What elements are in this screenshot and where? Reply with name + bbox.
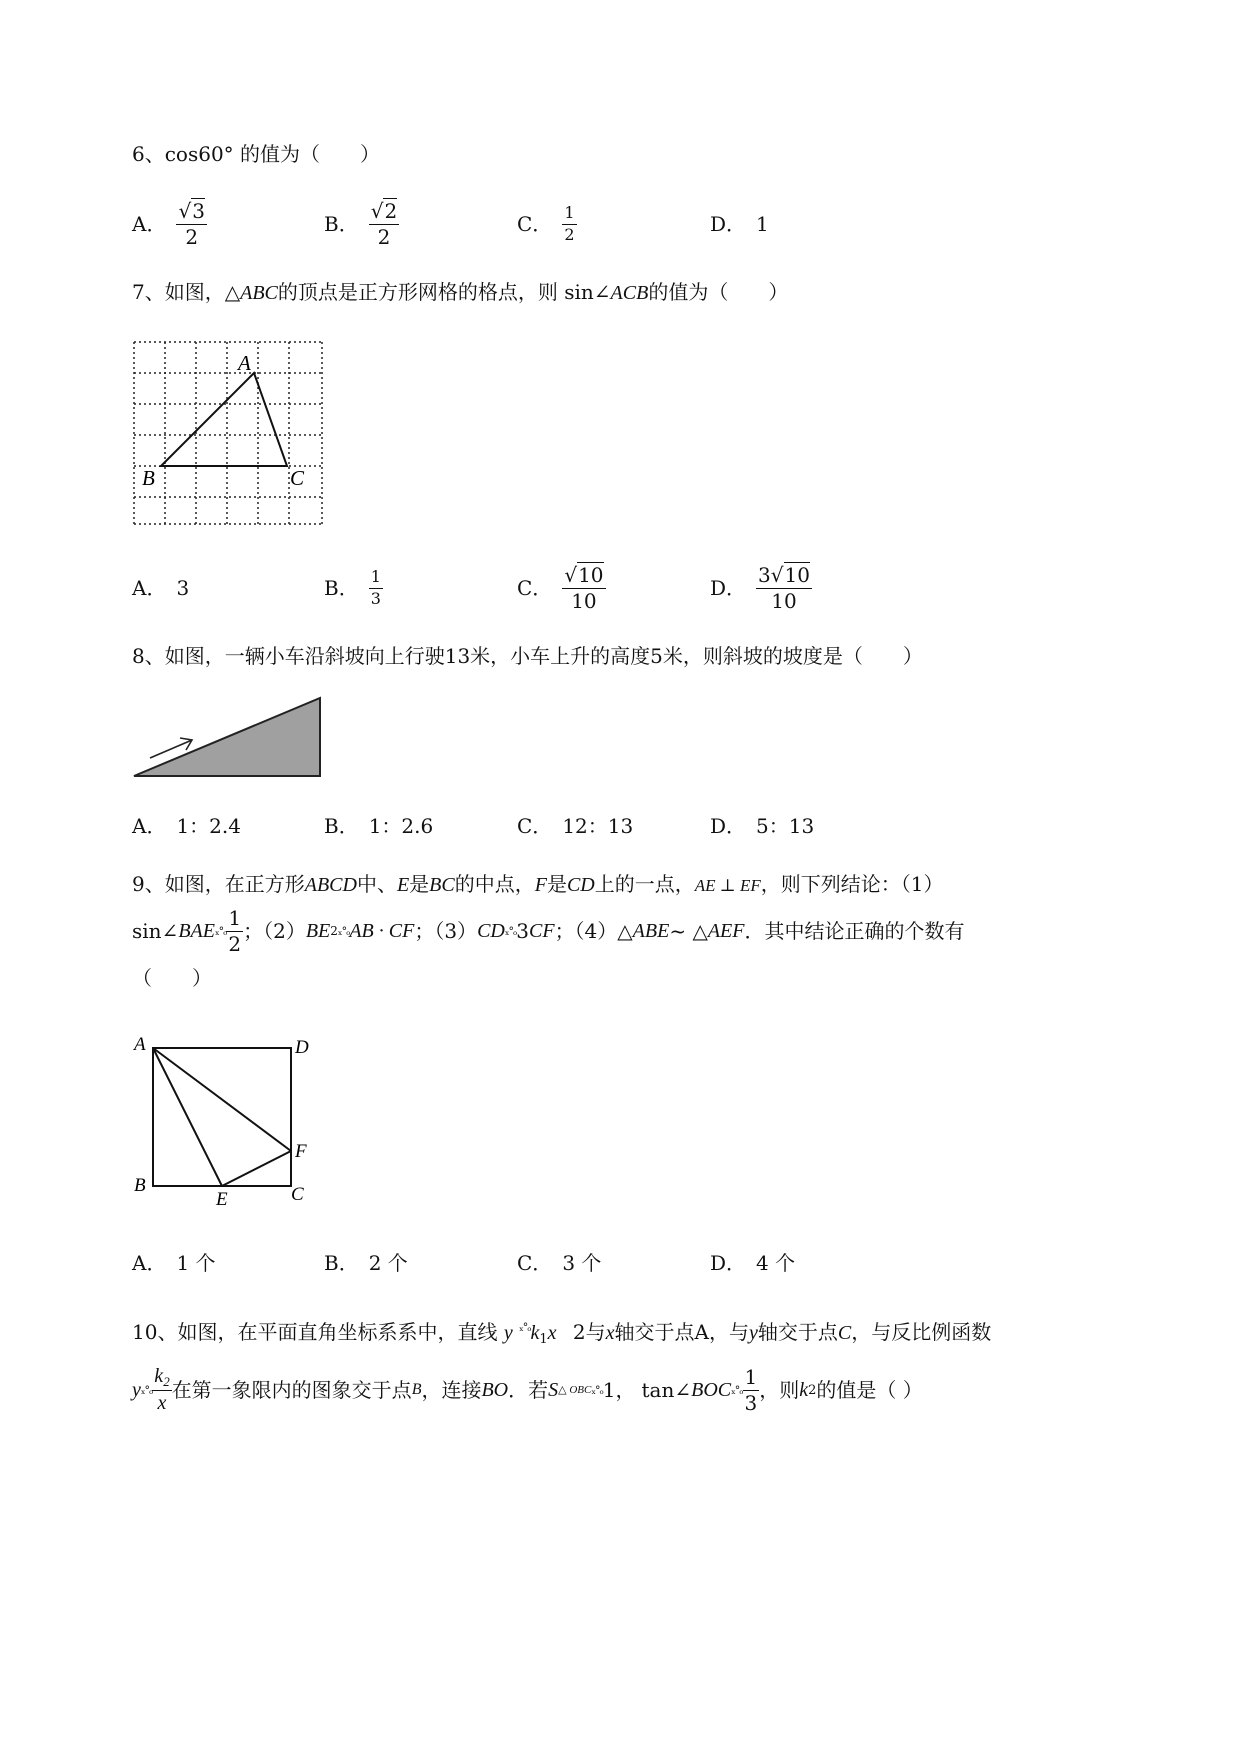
fraction — [226, 905, 243, 956]
subscript: 2 — [808, 1382, 817, 1398]
segment-cd: CD — [477, 920, 505, 942]
subscript: 1 — [539, 1332, 548, 1347]
stem-text: ；（4）△ — [554, 919, 633, 943]
product-ab-cf: AB · CF — [349, 920, 415, 942]
option-letter: C． — [517, 1251, 553, 1275]
option-letter: B． — [324, 814, 359, 838]
label-a: A — [134, 1034, 146, 1055]
var-y: y — [503, 1322, 513, 1344]
option-letter: B． — [324, 212, 359, 236]
similar-symbol: ~ △ — [669, 919, 708, 943]
stem-text: 的中点， — [454, 872, 535, 896]
stem-text: 与 — [585, 1320, 606, 1344]
constant: 2 — [572, 1320, 586, 1344]
option-letter: B． — [324, 1251, 359, 1275]
segment-be: BE — [305, 920, 331, 942]
dotted-grid — [134, 342, 322, 524]
equals-glyph: ₓ°ₒ — [731, 1383, 743, 1397]
numerator: 1 — [228, 905, 242, 930]
label-f: F — [295, 1141, 307, 1162]
stem-text: 是 — [546, 872, 567, 896]
fraction — [743, 1364, 760, 1415]
segment-cf: CF — [529, 920, 555, 942]
stem-text: ．若 — [508, 1378, 549, 1402]
point-e: E — [396, 874, 410, 896]
exponent: 2 — [330, 924, 338, 938]
subscript: △ OBC — [558, 1383, 592, 1396]
area-value: 1 — [602, 1378, 616, 1402]
numerator: 1 — [744, 1364, 758, 1389]
q9-option-b[interactable] — [324, 1253, 408, 1273]
var-x: x — [547, 1322, 557, 1344]
label-b: B — [134, 1175, 146, 1196]
stem-text: 7、如图，△ — [132, 280, 241, 304]
perpendicular-condition: AE ⊥ EF — [694, 876, 761, 895]
equals-glyph: ₓ°ₒ — [519, 1321, 531, 1334]
denominator: 2 — [185, 224, 199, 249]
label-b: B — [142, 466, 155, 490]
denominator: 2 — [564, 224, 575, 244]
var-k: k — [154, 1364, 164, 1387]
option-letter: D． — [710, 814, 747, 838]
segment-af — [153, 1048, 291, 1151]
angle-boc: BOC — [691, 1379, 732, 1401]
label-a: A — [238, 351, 251, 375]
option-letter: A． — [132, 576, 167, 600]
fraction — [152, 1366, 171, 1415]
stem-text: ，与反比例函数 — [851, 1320, 992, 1344]
square-name: ABCD — [304, 874, 357, 896]
denominator: 10 — [571, 588, 597, 613]
fraction — [369, 566, 383, 608]
q9-option-d[interactable] — [710, 1253, 795, 1273]
label-c: C — [290, 466, 305, 490]
q8-option-c[interactable] — [517, 816, 633, 836]
q7-option-d[interactable] — [710, 562, 812, 614]
option-value: 1：2.6 — [368, 814, 434, 838]
stem-text: 轴交于点A，与 — [614, 1320, 749, 1344]
q8-stem: 8、如图，一辆小车沿斜坡向上行驶13米，小车上升的高度5米，则斜坡的坡度是（ ） — [132, 644, 923, 668]
option-value: 1：2.4 — [176, 814, 241, 838]
option-value: 1 个 — [176, 1251, 216, 1275]
denominator: 2 — [377, 224, 391, 249]
triangle-abe: ABE — [632, 920, 670, 942]
triangle-abc — [161, 373, 287, 466]
stem-text: 轴交于点 — [757, 1320, 838, 1344]
tan-text: tan∠ — [641, 1378, 692, 1402]
point-f: F — [534, 874, 547, 896]
stem-text: 在第一象限内的图象交于点 — [171, 1378, 412, 1402]
q7-option-c[interactable] — [517, 562, 606, 614]
var-y: y — [132, 1379, 141, 1401]
stem-text: ．其中结论正确的个数有 — [744, 919, 965, 943]
denominator: 10 — [771, 588, 797, 613]
radicand: 10 — [578, 562, 604, 587]
label-d: D — [295, 1037, 309, 1058]
option-letter: D． — [710, 576, 747, 600]
label-c: C — [291, 1184, 304, 1205]
equals-glyph: ₓ°ₒ — [504, 924, 517, 938]
segment-bc: BC — [429, 874, 455, 896]
subscript: 2 — [163, 1373, 170, 1389]
fraction: $\frac{√3}{2}$ — [178, 198, 205, 249]
option-value: 1 — [756, 212, 769, 236]
segment-ef — [222, 1151, 291, 1186]
sin-text: sin∠ — [132, 919, 179, 943]
segment-bo: BO — [481, 1379, 509, 1401]
stem-text: 10、如图，在平面直角坐标系系中，直线 — [132, 1320, 498, 1344]
option-letter: A． — [132, 1251, 167, 1275]
axis-x: x — [605, 1322, 615, 1344]
q6-option-c[interactable] — [517, 198, 577, 250]
area-symbol: S — [548, 1379, 559, 1401]
radicand: 2 — [384, 198, 398, 223]
numerator: 1 — [369, 569, 383, 589]
q6-option-d[interactable] — [710, 198, 769, 250]
triangle-aef: AEF — [707, 920, 745, 942]
q9-stem-line-2 — [132, 906, 964, 956]
q8-option-a[interactable] — [132, 816, 241, 836]
q9-option-c[interactable] — [517, 1253, 601, 1273]
point-c: C — [837, 1322, 852, 1344]
radicand: 3 — [192, 198, 205, 223]
stem-text: 的值是（ ） — [816, 1378, 923, 1402]
denominator: 3 — [744, 1390, 758, 1415]
q7-option-a[interactable] — [132, 562, 189, 614]
q7-option-b[interactable] — [324, 562, 383, 614]
point-b: B — [411, 1381, 422, 1398]
angle-name: ACB — [610, 282, 649, 304]
option-value: 3 — [176, 576, 190, 600]
q6-option-a[interactable] — [132, 198, 207, 250]
numerator: 1 — [562, 205, 576, 225]
q10-stem-line-2 — [132, 1364, 923, 1416]
stem-text: ，则下列结论：（1） — [760, 872, 944, 896]
stem-text: ， — [615, 1378, 636, 1402]
coefficient: 3 — [758, 562, 771, 587]
stem-text: 上的一点， — [594, 872, 695, 896]
option-letter: A． — [132, 212, 167, 236]
q6-option-b[interactable] — [324, 198, 399, 250]
option-value: 12：13 — [562, 814, 634, 838]
q8-slope-figure — [128, 690, 328, 782]
fraction: $\frac{√2}{2}$ — [370, 198, 398, 249]
label-e: E — [216, 1189, 228, 1210]
option-letter: C． — [517, 212, 553, 236]
segment-ae — [153, 1048, 222, 1186]
var-x: x — [157, 1392, 167, 1415]
option-letter: B． — [324, 576, 359, 600]
option-value: 5：13 — [756, 814, 815, 838]
equals-glyph: ₓ°ₒ — [214, 924, 227, 938]
stem-text: 的顶点是正方形网格的格点，则 sin∠ — [277, 280, 611, 304]
equals-glyph: ₓ°ₒ — [337, 924, 350, 938]
option-value: 4 个 — [756, 1251, 796, 1275]
q7-grid-figure — [128, 336, 328, 530]
stem-text: ；（2） — [243, 919, 306, 943]
option-letter: A． — [132, 814, 167, 838]
var-k: k — [799, 1379, 809, 1401]
stem-text: 是 — [409, 872, 430, 896]
fraction — [562, 202, 576, 244]
stem-text: ，连接 — [421, 1378, 482, 1402]
option-letter: D． — [710, 1251, 747, 1275]
segment-cd: CD — [566, 874, 595, 896]
radicand: 10 — [784, 562, 810, 587]
stem-text: ，则 — [759, 1378, 800, 1402]
q9-option-a[interactable] — [132, 1253, 216, 1273]
denominator: 2 — [228, 931, 242, 956]
denominator: 3 — [370, 588, 381, 608]
stem-text: ；（3） — [414, 919, 478, 943]
var-k: k — [530, 1322, 540, 1344]
coefficient: 3 — [516, 919, 529, 943]
q9-stem-line-1 — [132, 874, 944, 895]
q10-stem-line-1 — [132, 1322, 991, 1346]
equals-glyph: ₓ°ₒ — [140, 1383, 153, 1397]
fraction: $\frac{3√10}{10}$ — [758, 562, 810, 613]
q9-square-figure — [128, 1030, 328, 1210]
triangle-name: ABC — [240, 282, 278, 304]
option-letter: C． — [517, 814, 553, 838]
q8-option-b[interactable] — [324, 816, 433, 836]
option-value: 3 个 — [562, 1251, 602, 1275]
option-letter: D． — [710, 212, 747, 236]
slope-triangle — [134, 698, 320, 776]
option-letter: C． — [517, 576, 553, 600]
stem-text: 的值为（ ） — [648, 280, 789, 304]
q7-stem — [132, 282, 788, 303]
stem-text: 9、如图，在正方形 — [132, 872, 305, 896]
fraction: $\frac{√10}{10}$ — [564, 562, 604, 613]
q6-stem: 6、cos60° 的值为（ ） — [132, 142, 381, 166]
q9-stem-line-3: （ ） — [132, 966, 212, 990]
angle-bae: BAE — [178, 920, 215, 942]
equals-glyph: ₓ°ₒ — [591, 1383, 603, 1397]
axis-y: y — [748, 1322, 758, 1344]
q8-option-d[interactable] — [710, 816, 814, 836]
square-abcd — [153, 1048, 291, 1186]
option-value: 2 个 — [368, 1251, 408, 1275]
stem-text: 中、 — [356, 872, 397, 896]
